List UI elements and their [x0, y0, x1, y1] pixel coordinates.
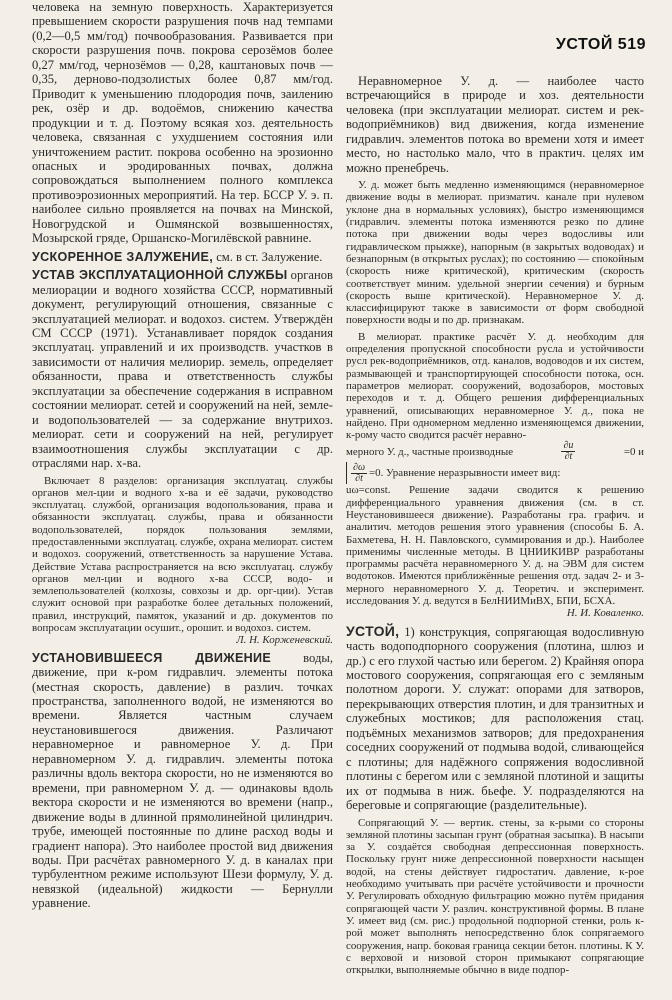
running-head-spacer — [346, 0, 644, 74]
ustav-definition: органов мелиорации и водного хозяйства СССР, нормативный документ, регулирующий отношения, связанные с эксплуатацией мелиорат. и водохоз. систем. Утверждён СМ СССР (1971). Устанавливает порядок создания эксплуатац. управлений и их производств. участков в зависимости от наличия мелиорир. земель, определяет обязанности, права и ответственность службы эксплуатации за обеспечение содержания в исправном состоянии мелиорат. сетей и сооружений на ней, земле- и водопользователей — за содержание внутрихоз. мелиорат. сети и сооружений на ней, регулирует взаимоотношения службы эксплуатации с др. отраслями нар. х-ва. — [32, 268, 333, 471]
ustav-headword: УСТАВ ЭКСПЛУАТАЦИОННОЙ СЛУЖБЫ — [32, 268, 288, 283]
solution-methods-paragraph: uω=const. Решение задачи сводится к решению дифференциального уравнения движения (см. в ст. Неустановившееся движение). Разработаны гра. графич. и аналитич. методов решения этого уравнения (способы Б. А. Бахметева, Н. Н. Павловского, суммирования и др.). Наиболее применимы численные методы. В ЦНИИКИВР разработаны программы расчёта неравномерного У. д. на ЭВМ для систем водотоков. Имеются приближённые решения отд. задач 2- и 3-мерного неравномерного У. д. Теоретич. и эксперимент. исследования У. д. ведутся в БелНИИМиВХ, БПИ, БСХА. — [346, 484, 644, 608]
flow-classification-paragraph: У. д. может быть медленно изменяющимся (неравномерное движение воды в мелиорат. призматич. канале при нулевом уклоне дна в нормальных условиях), быстро изменяющимся (гидравлич. элементы потока изменяются резко по длине потока при движении воды через водосливы или гидравлическом прыжке), напорным (в закрытых водоводах) и безнапорным (в открытых руслах); по состоянию — спокойным (скорость ниже критической), критическим (скорость соответствует миним. удельной энергии сечения) и бурным (скорость выше критической). Неравномерное У. д. классифицируют также в зависимости от форм свободной поверхности воды и по др. признакам. — [346, 179, 644, 327]
ustoi-definition: 1) конструкция, сопрягающая водосливную часть водоподпорного сооружения (плотина, шлюз и др.) с его глухой частью или берегом. 2) Крайняя опора мостового сооружения, сопрягающая его с земляным полотном дороги. У. служат: опорами для затворов, перекрывающих отверстия плотин, и для транзитных и служебных мостиков; для расположения стац. подъёмных механизмов затворов; для предохранения соседних сооружений от подмыва водой, сливающейся с плотины; для надёжного сопряжения водосливной плотины с берегом или с земляной плотиной и защиты их от подмыва в ниж. бьефе. У. подразделяются на береговые и сопрягающие (разделительные). — [346, 624, 644, 813]
formula-numerator: ∂u — [563, 440, 574, 452]
formula-trailing-text: =0 и — [623, 445, 644, 458]
continuity-text: =0. Уравнение неразрывности имеет вид: — [369, 467, 561, 480]
erosion-article-continuation: человека на земную поверхность. Характеризуется превышением скорости разрушения почв над темпами (0,2—0,5 мм/год) почвообразования. Развивается при скорости разрушения почв. покрова серозёмов более 0,27 мм/год, чернозёмов — 0,28, каштановых почв — 0,35, дерново-подзолистых более 0,87 мм/год. Приводит к уменьшению плодородия почв, заилению рек, озёр и др. водоёмов, снижению качества продукции и т. д. Поэтому всякая хоз. деятельность человека, связанная с ухудшением состояния или уничтожением растит. покрова особенно на эрозионно опасных и эродированных почвах, должна сопровождаться выполнением полного комплекса противоэрозионных мероприятий. На тер. БССР У. э. п. наиболее сильно проявляется на почвах на Минской, Новогрудской и Ошмянской возвышенностях, Мозырской гряде, Оршанско-Могилёвской равнине. — [32, 0, 333, 246]
ustoi-headword: УСТОЙ, — [346, 622, 400, 639]
zaluzhenie-headword: УСКОРЕННОЕ ЗАЛУЖЕНИЕ, — [32, 249, 214, 264]
calculation-paragraph: В мелиорат. практике расчёт У. д. необходим для определения пропускной способности русла и устойчивости русл рек-водоприёмников, отд. каналов, водоводов и их систем, размывающей и транспортирующей способности потока, осн. параметров мелиорат. сооружений, водозаборов, мостовых переходов и т. д. Общего решения дифференциальных уравнений, описывающих неравномерное У. д., пока не найдено. При одномерном медленно изменяющемся движении, к-рому часто сводится расчёт неравно- — [346, 330, 644, 442]
ustanovivsheesya-entry — [32, 651, 333, 911]
continuity-formula — [346, 462, 644, 484]
abutment-paragraph: Сопрягающий У. — вертик. стены, за к-рыми со стороны земляной плотины засыпан грунт (обратная засыпка). В насыпи за У. создаётся свободная депрессионная поверхность. Поскольку грунт ниже депрессионной поверхности насыщен водой, на стены действует гидростатич. давление, к-рое необходимо учитывать при расчёте устойчивости и прочности У. Регулировать обходную фильтрацию можно путём придания сопрягающей части У. различ. конструктивной формы. В плане У. имеет вид (см. рис.) продольной подпорной стенки, роль к-рой может выполнять непосредственно блок сопрягаемого сооружения, напр. боковая граница секции бетон. плотины. К У. с верховой и низовой сторон примыкают сопрягающие открылки, выполняемые обычно в виде подпор- — [346, 816, 644, 977]
left-column — [32, 0, 333, 1000]
running-head: УСТОЙ 519 — [555, 36, 646, 53]
zaluzhenie-reference: см. в ст. Залужение. — [216, 249, 323, 264]
right-column — [346, 0, 644, 1000]
formula-bar — [346, 462, 347, 484]
formula-numerator-omega: ∂ω — [353, 461, 366, 473]
ustav-details: Включает 8 разделов: организация эксплуатац. службы органов мел-ции и водного х-ва и её задачи, руководство эксплуатац. службой, организация водопользования, права и обязанности эксплуатац. службы, права и обязанности водопользователей, порядок пользования землями, предоставленными эксплуатац. службе, охрана мелиорат. систем и водохоз. сооружений, ответственность за нарушение Устава. Действие Устава распространяется на всю эксплуатац. службу органов мел-ции и водного х-ва СССР, водо- и землепользователей (колхозы, совхозы и др. орг-ции). Устав служит основой при разработке более детальных положений, правил, инструкций, памяток, указаний и др. документов по вопросам эксплуатации осушит., орошит. и водохоз. систем. — [32, 474, 333, 635]
partial-derivative-formula — [346, 441, 644, 462]
kovalenko-author: Н. И. Коваленко. — [566, 607, 644, 620]
formula-denominator-t: ∂t — [355, 472, 363, 484]
ustanovivsheesya-headword: УСТАНОВИВШЕЕСЯ ДВИЖЕНИЕ — [32, 650, 272, 665]
formula-fraction-du-dt — [561, 441, 575, 462]
zaluzhenie-entry — [32, 250, 333, 264]
ustanovivsheesya-definition: воды, движение, при к-ром гидравлич. элементы потока (местная скорость, давление) в различ. точках пространства, заполненного водой, не изменяются во времени. Является частным случаем неустановившегося движения. Различают неравномерное и равномерное У. д. При неравномерном У. д. гидравлич. элементы потока различны вдоль вектора скорости, но не изменяются во времени, при равномерном У. д. — одинаковы вдоль вектора скорости и не изменяются во времени (напр., движение воды в длинной прямолинейной цилиндрич. трубе, имеющей постоянные по длине расход воды и градиент напора). Это наиболее простой вид движения воды. При расчётах равномерного У. д. в каналах при турбулентном режиме используют Шези формулу, У. д. невязкой (идеальной) жидкости — Бернулли уравнение. — [32, 650, 333, 911]
ustoi-entry — [346, 624, 644, 813]
ustav-entry — [32, 268, 333, 470]
ustav-author: Л. Н. Корженевский. — [236, 634, 333, 647]
nonuniform-flow-paragraph: Неравномерное У. д. — наиболее часто встречающийся в природе и хоз. деятельности человека (при эксплуатации мелиорат. систем и рек-водоприёмников) вид движения, когда изменение гидравлич. элементов потока во времени хотя и имеет место, но настолько мало, что в практич. целях им можно пренебречь. — [346, 74, 644, 175]
formula-fraction-dw-dt — [351, 463, 367, 484]
formula-lead-text: мерного У. д., частные производные — [346, 445, 514, 458]
formula-denominator: ∂t — [564, 451, 573, 463]
